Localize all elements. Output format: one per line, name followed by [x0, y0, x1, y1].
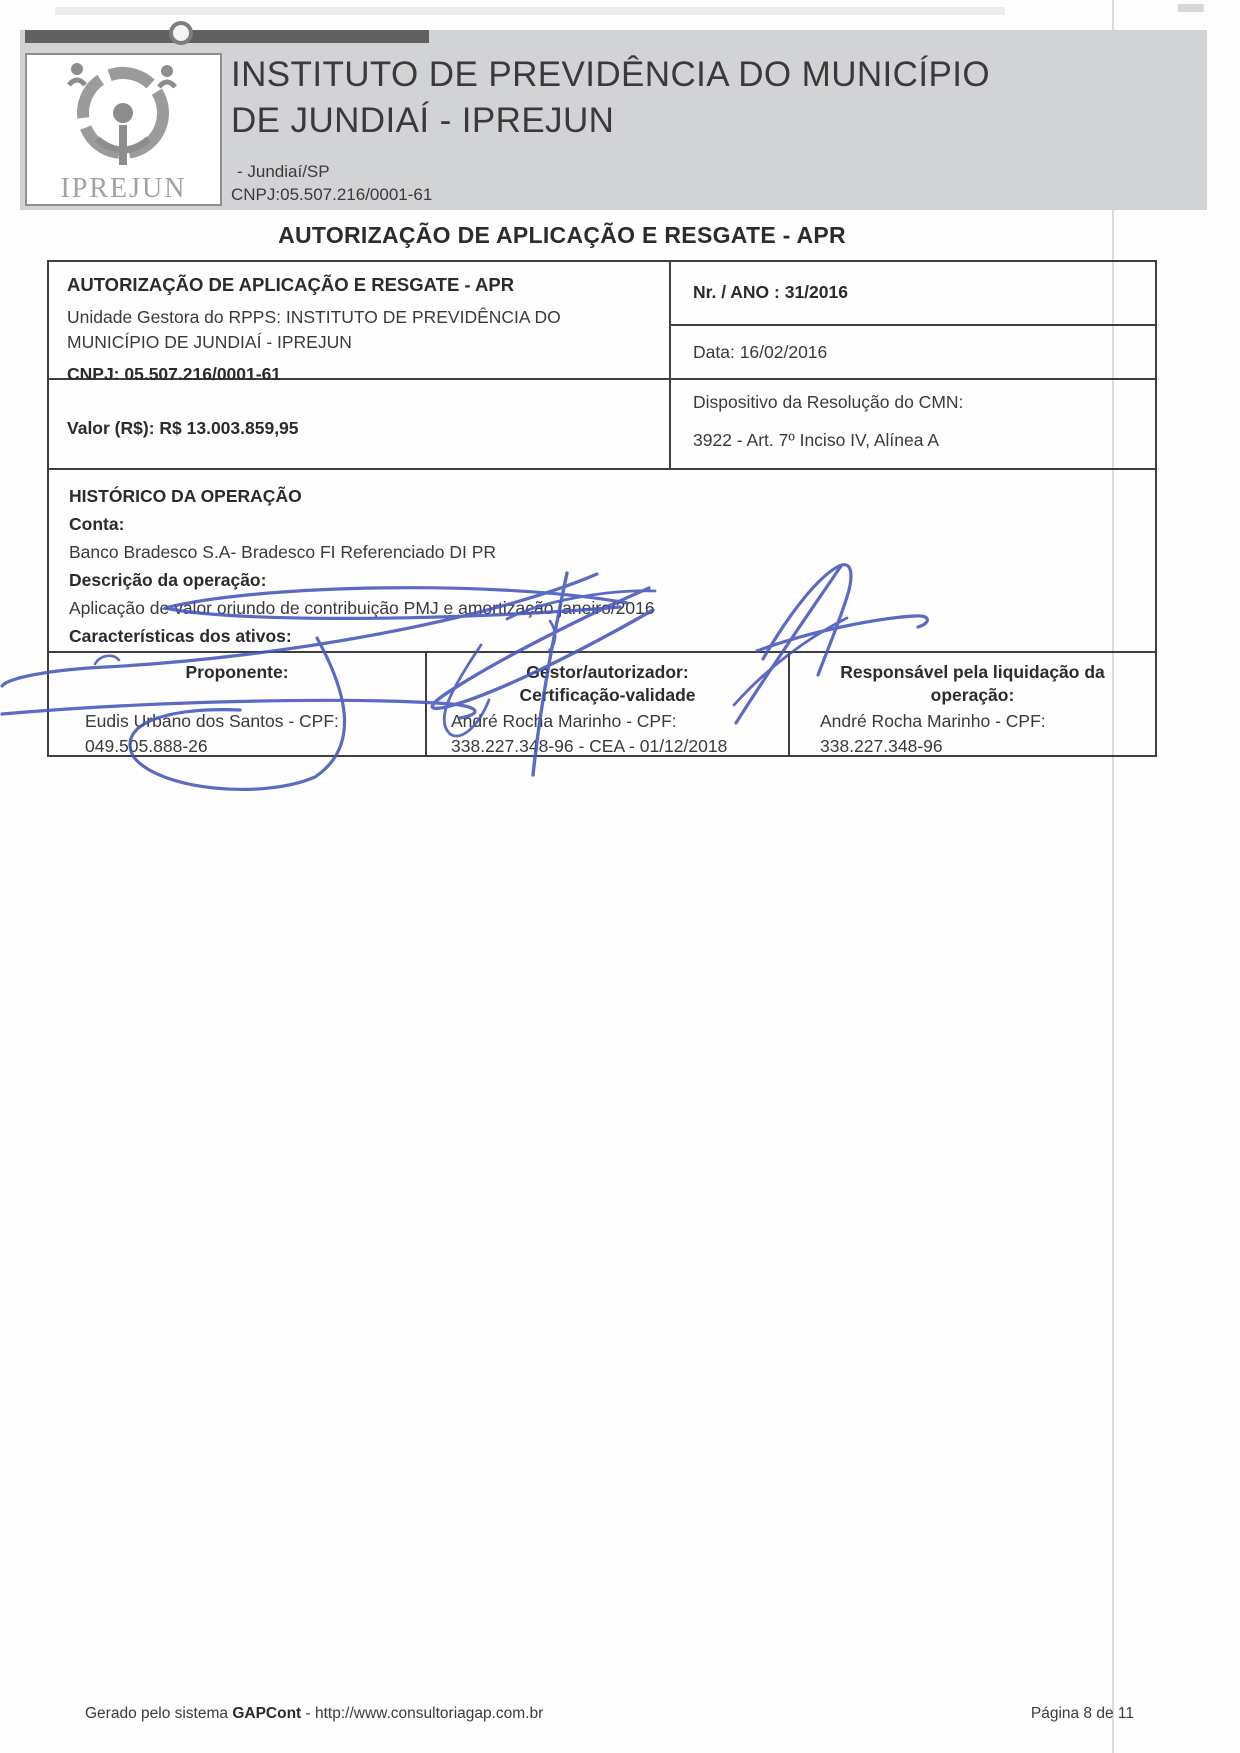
footer-system-name: GAPCont — [232, 1705, 302, 1722]
gestor-header-line1: Gestor/autorizador: — [526, 662, 689, 682]
descricao-label: Descrição da operação: — [69, 570, 267, 590]
form-title: AUTORIZAÇÃO DE APLICAÇÃO E RESGATE - APR — [67, 274, 515, 295]
descricao-value: Aplicação de valor oriundo de contribuição PMJ e amortização janeiro/2016 — [69, 598, 655, 618]
form-cnpj: CNPJ: 05.507.216/0001-61 — [67, 364, 282, 384]
footer-url: - http://www.consultoriagap.com.br — [301, 1705, 544, 1722]
conta-value: Banco Bradesco S.A- Bradesco FI Referenciado DI PR — [69, 542, 497, 562]
responsavel-header — [790, 653, 1155, 707]
gestor-name-line2: 338.227.348-96 - CEA - 01/12/2018 — [451, 736, 728, 756]
caracteristicas-label: Características dos ativos: — [69, 626, 292, 646]
info-table-column-divider — [669, 262, 671, 468]
info-table-nr-data-divider — [669, 324, 1155, 326]
responsavel-cell — [790, 653, 1155, 755]
iprejun-logo-icon — [27, 55, 220, 170]
footer-page-number: Página 8 de 11 — [1030, 1705, 1134, 1722]
proponente-name-line2: 049.505.888-26 — [85, 736, 208, 756]
gestor-header — [427, 653, 788, 707]
gestor-header-line2: Certificação-validade — [519, 685, 696, 705]
proponente-name-line1: Eudis Urbano dos Santos - CPF: — [85, 711, 339, 731]
unidade-gestora: Unidade Gestora do RPPS: INSTITUTO DE PREVIDÊNCIA DO MUNICÍPIO DE JUNDIAÍ - IPREJUN — [67, 307, 561, 352]
document-title: AUTORIZAÇÃO DE APLICAÇÃO E RESGATE - APR — [278, 222, 846, 248]
scan-streak — [55, 7, 1005, 15]
dispositivo-label: Dispositivo da Resolução do CMN: — [693, 392, 964, 412]
nr-ano-value: Nr. / ANO : 31/2016 — [693, 282, 848, 302]
institute-name-line2: DE JUNDIAÍ - IPREJUN — [231, 101, 615, 140]
institute-name-line1: INSTITUTO DE PREVIDÊNCIA DO MUNICÍPIO — [231, 55, 990, 94]
valor-value: Valor (R$): R$ 13.003.859,95 — [67, 418, 299, 438]
proponente-cell — [49, 653, 425, 755]
logo-wordmark: IPREJUN — [60, 173, 187, 204]
gestor-name-line1: André Rocha Marinho - CPF: — [451, 711, 677, 731]
dispositivo-value: 3922 - Art. 7º Inciso IV, Alínea A — [693, 430, 940, 450]
gestor-cell — [427, 653, 788, 755]
institute-name — [231, 52, 990, 144]
header-cnpj: CNPJ:05.507.216/0001-61 — [231, 185, 433, 204]
proponente-header: Proponente: — [185, 662, 289, 682]
scan-artifact-mark — [1178, 4, 1204, 12]
footer-prefix: Gerado pelo sistema — [85, 1705, 233, 1722]
binder-ring-icon — [169, 21, 193, 45]
info-table — [47, 260, 1157, 470]
historico-title: HISTÓRICO DA OPERAÇÃO — [69, 486, 302, 506]
proponente-name — [85, 709, 339, 759]
responsavel-name — [820, 709, 1046, 759]
responsavel-header-line1: Responsável pela liquidação da — [840, 662, 1105, 682]
historico-box — [47, 468, 1157, 653]
iprejun-logo-box — [25, 53, 222, 206]
gestor-name — [451, 709, 727, 759]
data-value: Data: 16/02/2016 — [693, 342, 828, 362]
historico-content — [69, 480, 1135, 648]
header-dark-strip — [25, 30, 429, 43]
conta-label: Conta: — [69, 514, 125, 534]
responsavel-header-line2: operação: — [930, 685, 1015, 705]
responsavel-name-line2: 338.227.348-96 — [820, 736, 943, 756]
footer-generated-by — [85, 1705, 543, 1723]
responsavel-name-line1: André Rocha Marinho - CPF: — [820, 711, 1046, 731]
signature-table — [47, 651, 1157, 757]
header-city: - Jundiaí/SP — [237, 162, 330, 181]
info-main-cell — [67, 274, 627, 385]
